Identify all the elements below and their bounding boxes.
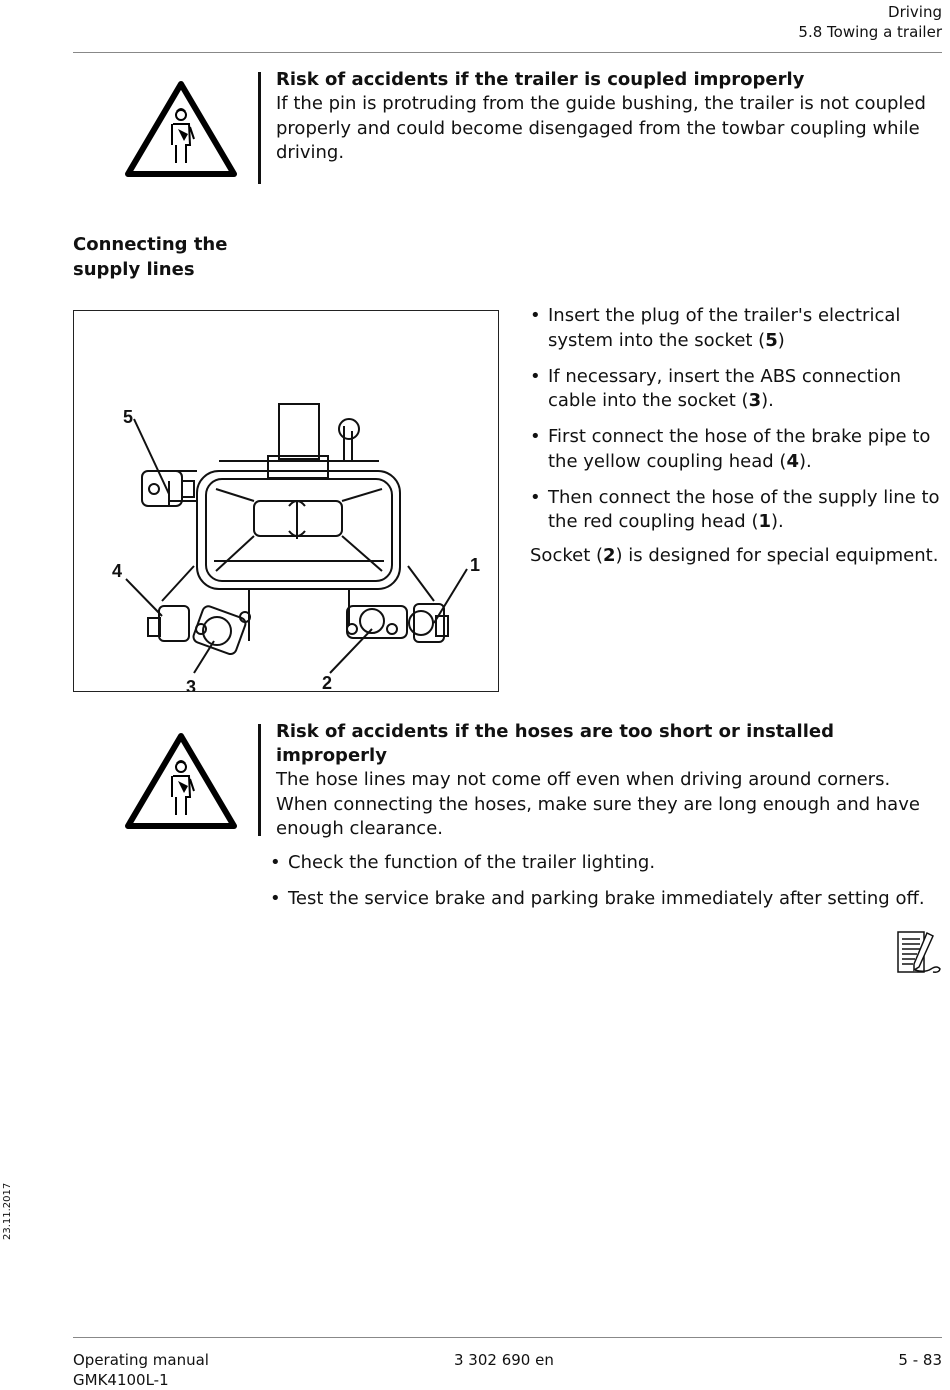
warning-person-icon: [124, 731, 238, 831]
header-rule: [73, 52, 942, 53]
callout-label-2: 2: [322, 673, 333, 691]
section-heading: Connecting the supply lines: [73, 234, 228, 280]
callout-label-4: 4: [112, 561, 123, 581]
list-item: • Check the function of the trailer lighting.: [270, 851, 940, 876]
checks-block: [270, 851, 940, 923]
towbar-illustration: [74, 311, 498, 691]
list-item: • Insert the plug of the trailer's electrical system into the socket (5): [530, 304, 940, 353]
warning-bar: [258, 724, 261, 836]
checks-list: [270, 851, 940, 912]
socket-note: Socket (2) is designed for special equipment.: [530, 545, 939, 566]
print-date: 23.11.2017: [2, 1182, 13, 1240]
steps-list: [530, 304, 940, 535]
footer-rule: [73, 1337, 942, 1338]
header-section: [798, 2, 942, 42]
callout-label-3: 3: [186, 677, 197, 691]
warning-block: [276, 720, 946, 842]
footer-model: GMK4100L-1: [73, 1371, 169, 1389]
header-chapter: Driving: [888, 3, 942, 21]
list-item: • If necessary, insert the ABS connection cable into the socket (3).: [530, 365, 940, 414]
steps-block: [530, 304, 940, 569]
warning-title: Risk of accidents if the trailer is coupled improperly: [276, 69, 805, 90]
callout-label-5: 5: [123, 407, 134, 427]
warning-text: If the pin is protruding from the guide bushing, the trailer is not coupled properly and could become disengaged from the towbar coupling while driving.: [276, 93, 926, 163]
warning-block: [276, 68, 936, 166]
warning-person-icon: [124, 79, 238, 179]
warning-text: The hose lines may not come off even when driving around corners. When connecting the hoses, make sure they are long enough and have enough clearance.: [276, 769, 920, 839]
list-item: • First connect the hose of the brake pipe to the yellow coupling head (4).: [530, 425, 940, 474]
list-item: • Test the service brake and parking brake immediately after setting off.: [270, 887, 940, 912]
footer-doc-number: 3 302 690 en: [454, 1351, 554, 1369]
callout-label-1: 1: [470, 555, 481, 575]
document-pencil-icon: [895, 929, 943, 977]
header-subsection: 5.8 Towing a trailer: [798, 23, 942, 41]
footer-manual-title: Operating manual: [73, 1351, 209, 1369]
warning-title: Risk of accidents if the hoses are too short or installed improperly: [276, 721, 834, 766]
list-item: • Then connect the hose of the supply line to the red coupling head (1).: [530, 486, 940, 535]
footer-manual: [73, 1350, 209, 1390]
footer-page-number: 5 - 83: [898, 1351, 942, 1369]
towbar-diagram: [73, 310, 499, 692]
warning-bar: [258, 72, 261, 184]
